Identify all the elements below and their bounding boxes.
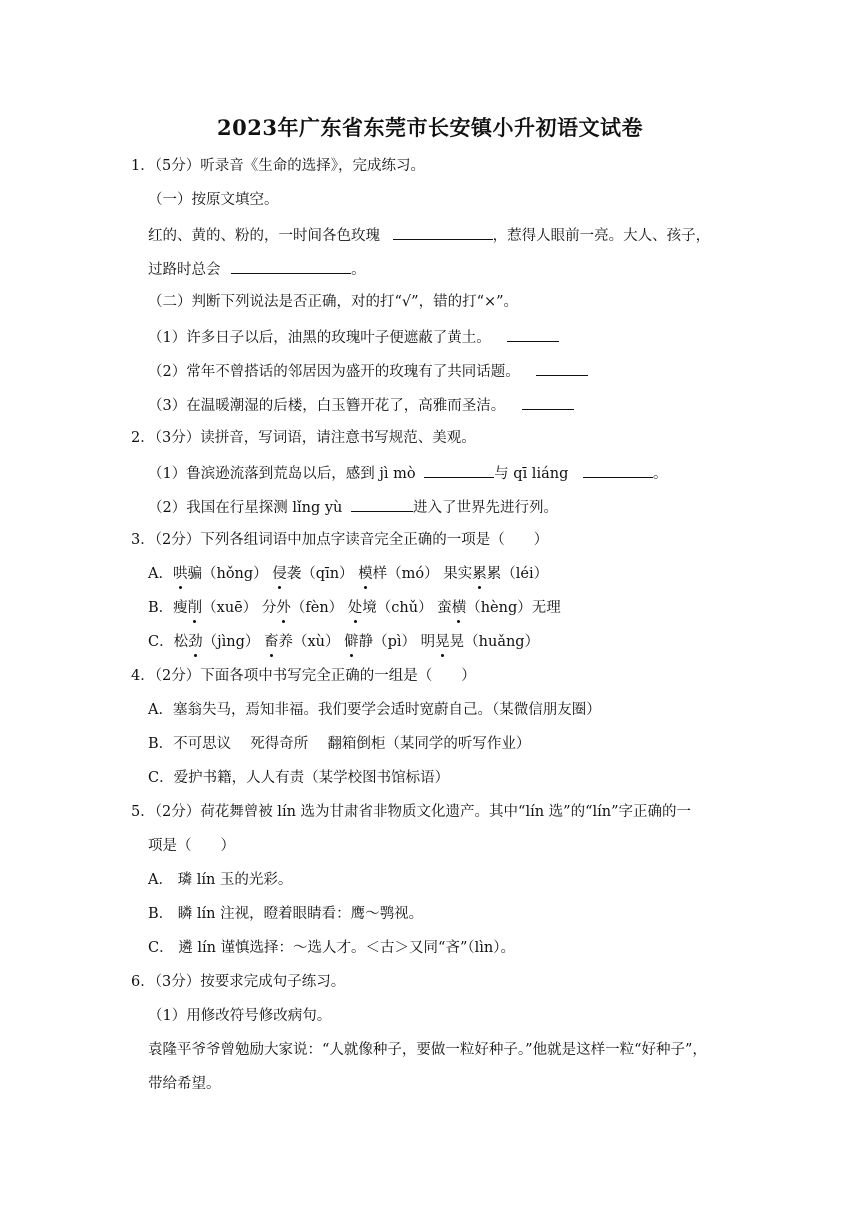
judge-text: （3）在温暖潮湿的后楼，白玉簪开花了，高雅而圣洁。 bbox=[148, 398, 506, 414]
q2-sub-1 bbox=[148, 462, 667, 484]
option-text: 晃（huǎng） bbox=[449, 634, 540, 650]
dotted-char: 处 bbox=[347, 600, 363, 616]
option-letter: A． bbox=[148, 566, 173, 582]
option-text: 静（pì） 明 bbox=[358, 634, 436, 650]
option-text: （hèng）无理 bbox=[466, 600, 561, 616]
q2-sub-2 bbox=[148, 496, 558, 518]
q3-option-c[interactable] bbox=[148, 632, 539, 652]
q5-option-b[interactable]: B． 瞵 lín 注视，瞪着眼睛看：鹰～鹗视。 bbox=[148, 906, 424, 922]
q1-fill-text-c: 过路时总会 bbox=[148, 262, 221, 278]
q1-fill-text-b: ，惹得人眼前一亮。大人、孩子， bbox=[492, 228, 711, 244]
option-text: 样（mó） 果实 bbox=[372, 566, 473, 582]
q1-fill-line-2 bbox=[148, 258, 366, 280]
option-text: （fèn） bbox=[290, 600, 348, 616]
dotted-char: 模 bbox=[358, 566, 373, 582]
q1-judge-2 bbox=[148, 360, 588, 382]
q6-text-line-2: 带给希望。 bbox=[148, 1076, 221, 1092]
q5-stem-line-2: 项是（ ） bbox=[148, 838, 235, 854]
option-text: （jìng） bbox=[202, 634, 264, 650]
option-text: B．瘦 bbox=[148, 600, 188, 616]
q5-option-c[interactable]: C． 遴 lín 谨慎选择：～选人才。＜古＞又同“吝”（lìn）。 bbox=[148, 940, 515, 956]
q6-text-line-1: 袁隆平爷爷曾勉励大家说：“人就像种子，要做一粒好种子。”他就是这样一粒“好种子”， bbox=[148, 1042, 707, 1058]
dotted-char: 横 bbox=[451, 600, 467, 616]
option-text: 境（chǔ） 蛮 bbox=[362, 600, 452, 616]
dotted-char: 劲 bbox=[188, 634, 203, 650]
q2-stem: 2．（3分）读拼音，写词语，请注意书写规范、美观。 bbox=[131, 430, 476, 446]
q2-sub2-text-b: 进入了世界先进行列。 bbox=[412, 500, 558, 516]
answer-blank[interactable] bbox=[507, 326, 559, 342]
q1-stem: 1．（5分）听录音《生命的选择》，完成练习。 bbox=[131, 158, 425, 174]
q3-option-b[interactable] bbox=[148, 598, 561, 618]
q1-judge-3 bbox=[148, 394, 574, 416]
q1-fill-line-1 bbox=[148, 224, 710, 246]
option-text: 骗（hǒng） bbox=[187, 566, 273, 582]
answer-blank[interactable] bbox=[583, 462, 653, 478]
q4-stem: 4．（2分）下面各项中书写完全正确的一组是（ ） bbox=[131, 668, 476, 684]
q2-sub2-text-a: （2）我国在行星探测 lǐng yù bbox=[148, 500, 343, 516]
dotted-char: 削 bbox=[187, 600, 203, 616]
q2-sub1-text-a: （1）鲁滨逊流落到荒岛以后，感到 jì mò bbox=[148, 466, 416, 482]
dotted-char: 僻 bbox=[344, 634, 359, 650]
q4-option-b[interactable]: B．不可思议 死得奇所 翻箱倒柜（某同学的听写作业） bbox=[148, 736, 531, 752]
judge-text: （1）许多日子以后，油黑的玫瑰叶子便遮蔽了黄土。 bbox=[148, 330, 491, 346]
answer-blank[interactable] bbox=[424, 462, 494, 478]
exam-title: 2023年广东省东莞市长安镇小升初语文试卷 bbox=[217, 115, 643, 140]
answer-blank[interactable] bbox=[351, 496, 413, 512]
q1-part2-heading: （二）判断下列说法是否正确，对的打“√”，错的打“×”。 bbox=[148, 294, 519, 310]
option-text: （xuē） 分 bbox=[202, 600, 277, 616]
judge-text: （2）常年不曾搭话的邻居因为盛开的玫瑰有了共同话题。 bbox=[148, 364, 520, 380]
dotted-char: 晃 bbox=[435, 634, 450, 650]
q2-sub1-text-b: 与 qī liáng bbox=[494, 466, 569, 482]
dotted-char: 畜 bbox=[263, 634, 279, 650]
q1-judge-1 bbox=[148, 326, 559, 348]
q5-stem-line-1: 5．（2分）荷花舞曾被 lín 选为甘肃省非物质文化遗产。其中“lín 选”的“lín”字正确的一 bbox=[131, 804, 692, 820]
answer-blank[interactable] bbox=[231, 258, 351, 274]
answer-blank[interactable] bbox=[393, 224, 493, 240]
dotted-char: 哄 bbox=[172, 566, 188, 582]
option-text: 袭（qīn） bbox=[286, 566, 359, 582]
q4-option-c[interactable]: C．爱护书籍，人人有责（某学校图书馆标语） bbox=[148, 770, 450, 786]
dotted-char: 外 bbox=[276, 600, 291, 616]
answer-blank[interactable] bbox=[522, 394, 574, 410]
q3-option-a[interactable] bbox=[148, 564, 548, 584]
q3-stem: 3．（2分）下列各组词语中加点字读音完全正确的一项是（ ） bbox=[131, 532, 549, 548]
answer-blank[interactable] bbox=[536, 360, 588, 376]
q1-fill-text-d: 。 bbox=[351, 262, 366, 278]
dotted-char: 侵 bbox=[272, 566, 287, 582]
option-text: C．松 bbox=[148, 634, 189, 650]
dotted-char: 累 bbox=[472, 566, 487, 582]
q5-option-a[interactable]: A． 璘 lín 玉的光彩。 bbox=[148, 872, 293, 888]
q2-sub1-text-c: 。 bbox=[652, 466, 668, 482]
option-text: 累（léi） bbox=[486, 566, 549, 582]
q4-option-a[interactable]: A．塞翁失马，焉知非福。我们要学会适时宽蔚自己。（某微信朋友圈） bbox=[148, 702, 601, 718]
q1-fill-text-a: 红的、黄的、粉的，一时间各色玫瑰 bbox=[148, 228, 380, 244]
q6-stem: 6．（3分）按要求完成句子练习。 bbox=[131, 974, 346, 990]
q6-sub-1: （1）用修改符号修改病句。 bbox=[148, 1008, 332, 1024]
option-text: 养（xù） bbox=[278, 634, 345, 650]
q1-part1-heading: （一）按原文填空。 bbox=[148, 192, 279, 208]
